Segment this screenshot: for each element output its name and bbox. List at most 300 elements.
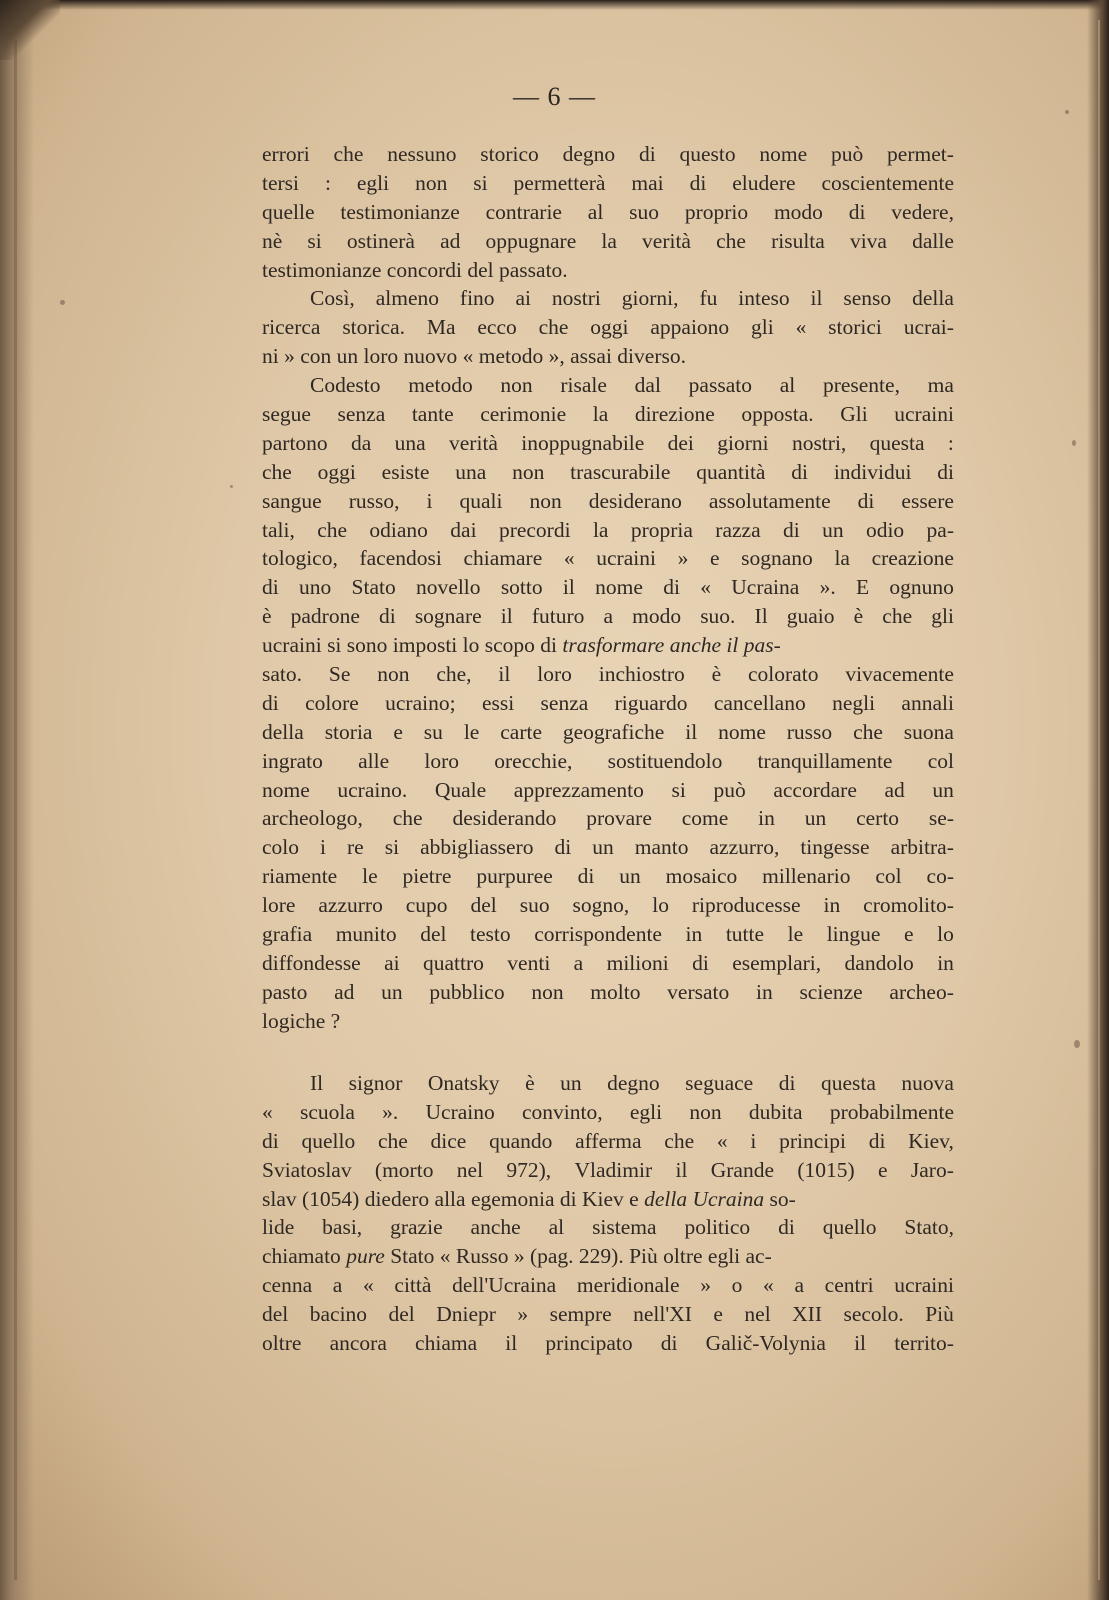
line-text bbox=[262, 804, 954, 833]
word: coscientemente bbox=[821, 170, 954, 195]
word: « bbox=[795, 315, 807, 340]
word: che bbox=[664, 1128, 695, 1153]
word: del bbox=[262, 1302, 289, 1327]
line-text bbox=[262, 1213, 954, 1242]
line-text: ni » con un loro nuovo « metodo », assai diverso. bbox=[262, 344, 686, 369]
word: geografiche bbox=[562, 719, 665, 744]
word: questo bbox=[679, 142, 736, 166]
line-text: testimonianze concordi del passato. bbox=[262, 257, 568, 282]
word: questa bbox=[820, 1071, 876, 1095]
word: non bbox=[500, 373, 533, 398]
line-text bbox=[262, 169, 954, 198]
word: una bbox=[394, 430, 426, 455]
word: ognuno bbox=[889, 575, 954, 600]
word: di bbox=[663, 575, 680, 600]
word: oggi bbox=[590, 315, 629, 340]
word: millenario bbox=[762, 864, 851, 889]
word: dice bbox=[430, 1128, 467, 1153]
word: sogno, bbox=[572, 893, 630, 918]
word: verità bbox=[449, 430, 498, 455]
word: Vladimir bbox=[574, 1157, 653, 1182]
word: negli bbox=[832, 690, 876, 715]
line-text bbox=[262, 429, 954, 458]
word: mosaico bbox=[665, 864, 738, 889]
word: provare bbox=[586, 806, 652, 831]
text-line bbox=[262, 776, 954, 805]
word: degno bbox=[562, 142, 616, 166]
word: razza bbox=[715, 517, 761, 542]
word: uno bbox=[299, 575, 332, 600]
word: centri bbox=[824, 1273, 874, 1298]
word: desiderano bbox=[588, 488, 682, 513]
word: che bbox=[853, 719, 883, 744]
word: sempre bbox=[549, 1302, 612, 1327]
word: a bbox=[603, 604, 614, 629]
word: odio bbox=[865, 517, 905, 542]
word: oggi bbox=[317, 459, 356, 484]
word: di bbox=[937, 459, 954, 484]
word: essi bbox=[481, 690, 515, 715]
word: precordi bbox=[498, 517, 571, 542]
word: nome bbox=[595, 575, 643, 600]
text-line bbox=[262, 516, 954, 545]
line-text-roman: so- bbox=[769, 1186, 796, 1211]
word: principi bbox=[779, 1128, 846, 1153]
word: riproducesse bbox=[691, 893, 801, 918]
line-text bbox=[262, 1242, 772, 1271]
word: « bbox=[262, 1099, 273, 1124]
word: di bbox=[857, 488, 875, 513]
text-line bbox=[262, 862, 954, 891]
line-text-roman: ucraini si sono imposti lo scopo di bbox=[262, 633, 558, 658]
line-text bbox=[262, 227, 954, 256]
word: dai bbox=[450, 517, 477, 542]
word: a bbox=[794, 1273, 804, 1298]
page-left-fold-line bbox=[14, 40, 17, 1580]
word: azzurro bbox=[318, 893, 383, 918]
line-text bbox=[262, 1300, 954, 1329]
line-text bbox=[262, 891, 954, 920]
word: nome bbox=[262, 777, 310, 802]
word: di bbox=[848, 199, 866, 224]
word: munito bbox=[335, 922, 397, 947]
line-text: logiche ? bbox=[262, 1008, 341, 1033]
word: grazie bbox=[390, 1215, 443, 1240]
line-text bbox=[262, 747, 954, 776]
word: le bbox=[362, 864, 378, 889]
text-line bbox=[262, 429, 954, 458]
word: nome bbox=[718, 719, 766, 744]
word: Quale bbox=[434, 777, 487, 802]
word: ricerca bbox=[262, 315, 321, 340]
italic-phrase: trasformare anche il pas- bbox=[562, 633, 781, 658]
word: risale bbox=[560, 373, 607, 398]
word: propria bbox=[630, 517, 693, 542]
word: quattro bbox=[423, 950, 484, 975]
word: ostinerà bbox=[346, 228, 415, 253]
page-top-shadow bbox=[0, 0, 1109, 10]
text-line bbox=[262, 747, 954, 776]
word: colore bbox=[305, 690, 359, 715]
line-text bbox=[262, 833, 954, 862]
word: meridionale bbox=[576, 1273, 680, 1298]
word: il bbox=[505, 1331, 518, 1356]
word: tali, bbox=[262, 517, 295, 542]
word: inteso bbox=[738, 286, 790, 311]
word: bacino bbox=[309, 1302, 368, 1327]
word: ai bbox=[384, 950, 400, 975]
word: quello bbox=[301, 1128, 356, 1153]
word: politico bbox=[684, 1215, 751, 1240]
word: è bbox=[525, 1071, 535, 1095]
word: nel bbox=[456, 1157, 484, 1182]
text-line bbox=[262, 313, 954, 342]
text-line bbox=[262, 804, 954, 833]
word: il bbox=[500, 604, 513, 629]
word: fu bbox=[699, 286, 718, 311]
word: XII bbox=[792, 1302, 822, 1327]
word: di bbox=[660, 1331, 678, 1356]
line-text bbox=[262, 776, 954, 805]
word: « bbox=[363, 1273, 374, 1298]
text-line bbox=[262, 169, 954, 198]
word: venti bbox=[507, 950, 551, 975]
word: signor bbox=[348, 1071, 403, 1095]
word: dal bbox=[634, 373, 661, 398]
word: colo bbox=[262, 835, 300, 860]
line-text-roman: Stato « Russo » (pag. 229). Più oltre egli ac- bbox=[390, 1244, 772, 1269]
word: città bbox=[394, 1273, 432, 1298]
word: modo bbox=[632, 604, 682, 629]
text-line bbox=[262, 227, 954, 256]
word: vivacemente bbox=[845, 662, 954, 687]
text-line bbox=[262, 833, 954, 862]
text-line bbox=[262, 342, 954, 371]
word: che bbox=[716, 228, 746, 253]
word: fino bbox=[459, 286, 495, 311]
text-line bbox=[262, 371, 954, 400]
line-text bbox=[262, 1185, 796, 1214]
word: eludere bbox=[732, 170, 796, 195]
word: partono bbox=[262, 430, 328, 455]
word: « bbox=[763, 1273, 774, 1298]
word: futuro bbox=[531, 604, 585, 629]
word: che bbox=[538, 315, 569, 340]
word: viva bbox=[849, 228, 887, 253]
word: lore bbox=[262, 893, 296, 918]
word: opposta. bbox=[741, 402, 814, 427]
word: e bbox=[709, 546, 720, 571]
word: padrone bbox=[290, 604, 360, 629]
word: colorato bbox=[748, 662, 819, 687]
word: sognano bbox=[741, 546, 813, 571]
word: non bbox=[689, 1099, 722, 1124]
word: Stato bbox=[351, 575, 396, 600]
word: ai bbox=[515, 286, 531, 311]
word: contrarie bbox=[485, 199, 562, 224]
line-text bbox=[262, 1271, 954, 1300]
word: co- bbox=[926, 864, 954, 889]
word: alle bbox=[358, 748, 390, 773]
text-line bbox=[262, 256, 954, 285]
word: Jaro- bbox=[910, 1157, 954, 1182]
word: ad bbox=[440, 228, 461, 253]
word: suo bbox=[519, 893, 550, 918]
word: senza bbox=[337, 402, 386, 427]
line-text-roman: chiamato bbox=[262, 1244, 341, 1269]
word: abbigliassero bbox=[420, 835, 534, 860]
word: in bbox=[758, 806, 775, 831]
word: lo bbox=[652, 893, 669, 918]
word: gli bbox=[751, 315, 774, 340]
word: al bbox=[779, 373, 796, 398]
word: sistema bbox=[592, 1215, 657, 1240]
word: versato bbox=[667, 979, 730, 1004]
word: E bbox=[856, 575, 870, 600]
text-line bbox=[262, 1069, 954, 1098]
word: diffondesse bbox=[262, 950, 361, 975]
word: Il bbox=[310, 1071, 324, 1095]
word: storico bbox=[480, 142, 539, 166]
line-text bbox=[262, 660, 954, 689]
word: testo bbox=[470, 922, 511, 947]
word: a bbox=[573, 950, 584, 975]
word: ucrai- bbox=[903, 315, 954, 340]
word: di bbox=[778, 1071, 796, 1095]
word: essere bbox=[901, 488, 954, 513]
word: di bbox=[262, 1128, 279, 1153]
word: Ucraina bbox=[731, 575, 800, 600]
word: assolutamente bbox=[708, 488, 831, 513]
word: orecchie, bbox=[494, 748, 573, 773]
page-right-edge-line bbox=[1098, 20, 1100, 1580]
word: » bbox=[700, 1273, 711, 1298]
line-text bbox=[262, 516, 954, 545]
word: facendosi bbox=[359, 546, 442, 571]
text-line bbox=[262, 400, 954, 429]
word: suona bbox=[903, 719, 954, 744]
word: archeo- bbox=[889, 979, 954, 1004]
word: riamente bbox=[262, 864, 338, 889]
word: un bbox=[592, 835, 614, 860]
word: basi, bbox=[322, 1215, 363, 1240]
line-text bbox=[262, 1156, 954, 1185]
line-text bbox=[262, 602, 954, 631]
word: quando bbox=[489, 1128, 553, 1153]
body-paragraphs-1 bbox=[262, 140, 954, 1036]
line-text bbox=[310, 1069, 954, 1098]
word: « bbox=[700, 575, 711, 600]
word: storica. bbox=[342, 315, 405, 340]
word: lo bbox=[937, 922, 954, 947]
word: errori bbox=[262, 142, 310, 166]
word: il bbox=[562, 575, 575, 600]
line-text bbox=[262, 544, 954, 573]
word: un bbox=[381, 979, 403, 1004]
text-line bbox=[262, 1213, 954, 1242]
line-text bbox=[262, 1127, 954, 1156]
text-line bbox=[262, 891, 954, 920]
word: col bbox=[875, 864, 902, 889]
word: convinto, bbox=[522, 1099, 603, 1124]
word: Stato, bbox=[904, 1215, 954, 1240]
word: Ma bbox=[426, 315, 456, 340]
word: un bbox=[804, 806, 827, 831]
word: la bbox=[592, 517, 609, 542]
text-line bbox=[262, 487, 954, 516]
word: può bbox=[713, 777, 746, 802]
word: al bbox=[548, 1215, 565, 1240]
word: permet- bbox=[887, 142, 954, 166]
word: loro bbox=[424, 748, 460, 773]
word: e bbox=[904, 922, 914, 947]
word: si bbox=[307, 228, 322, 253]
text-line bbox=[262, 602, 954, 631]
word: quali bbox=[459, 488, 503, 513]
word: in bbox=[755, 979, 773, 1004]
word: Dniepr bbox=[436, 1302, 496, 1327]
word: milioni bbox=[606, 950, 669, 975]
word: su bbox=[423, 719, 443, 744]
word: mai bbox=[631, 170, 664, 195]
text-line bbox=[262, 544, 954, 573]
word: egli bbox=[356, 170, 390, 195]
word: pa- bbox=[926, 517, 954, 542]
line-text bbox=[262, 718, 954, 747]
word: annali bbox=[901, 690, 954, 715]
word: sangue bbox=[262, 488, 322, 513]
word: del bbox=[388, 1302, 415, 1327]
word: un bbox=[822, 517, 844, 542]
line-text bbox=[262, 458, 954, 487]
word: guaio bbox=[786, 604, 835, 629]
word: è bbox=[262, 604, 272, 629]
word: lide bbox=[262, 1215, 295, 1240]
word: una bbox=[455, 459, 487, 484]
word: » bbox=[677, 546, 689, 571]
word: presente, bbox=[822, 373, 900, 398]
word: Ucraino bbox=[425, 1099, 495, 1124]
word: Grande bbox=[710, 1157, 775, 1182]
line-text bbox=[262, 198, 954, 227]
word: senza bbox=[540, 690, 589, 715]
word: scuola bbox=[299, 1099, 355, 1124]
word: (morto bbox=[374, 1157, 434, 1182]
text-line bbox=[262, 1185, 954, 1214]
word: Onatsky bbox=[427, 1071, 500, 1095]
word: grafia bbox=[262, 922, 313, 947]
word: che, bbox=[436, 662, 472, 687]
word: di bbox=[262, 690, 279, 715]
word: loro bbox=[537, 662, 572, 687]
word: creazione bbox=[871, 546, 954, 571]
word: Codesto bbox=[310, 373, 381, 398]
word: nè bbox=[262, 228, 283, 253]
body-paragraphs-2 bbox=[262, 1069, 954, 1358]
word: nessuno bbox=[387, 142, 457, 166]
text-line bbox=[262, 718, 954, 747]
word: ad bbox=[884, 777, 905, 802]
word: della bbox=[912, 286, 954, 311]
word: afferma bbox=[575, 1128, 642, 1153]
word: ». bbox=[382, 1099, 399, 1124]
word: « bbox=[716, 1128, 728, 1153]
word: tante bbox=[411, 402, 454, 427]
word: si bbox=[384, 835, 400, 860]
word: un bbox=[932, 777, 954, 802]
line-text bbox=[262, 689, 954, 718]
paper-spot bbox=[1074, 1040, 1080, 1048]
line-text bbox=[262, 573, 954, 602]
word: ucraini bbox=[596, 546, 656, 571]
word: suo. bbox=[700, 604, 736, 629]
text-line bbox=[262, 920, 954, 949]
word: che bbox=[333, 142, 364, 166]
word: del bbox=[470, 893, 497, 918]
word: al bbox=[587, 199, 604, 224]
word: anche bbox=[470, 1215, 521, 1240]
word: le bbox=[787, 922, 804, 947]
page-corner-fold bbox=[0, 0, 60, 60]
word: inchiostro bbox=[598, 662, 685, 687]
word: chiamare bbox=[463, 546, 543, 571]
word: il bbox=[854, 1331, 867, 1356]
text-line bbox=[262, 1329, 954, 1358]
word: trascurabile bbox=[570, 459, 671, 484]
word: nell'XI bbox=[633, 1302, 692, 1327]
word: si bbox=[671, 777, 686, 802]
word: passato bbox=[688, 373, 752, 398]
word: « bbox=[563, 546, 575, 571]
word: che bbox=[262, 459, 292, 484]
word: cromolito- bbox=[863, 893, 954, 918]
word: Più bbox=[925, 1302, 954, 1327]
word: seguace bbox=[685, 1071, 754, 1095]
line-text bbox=[262, 313, 954, 342]
word: a bbox=[332, 1273, 343, 1298]
word: un bbox=[560, 1071, 582, 1095]
text-line bbox=[262, 1242, 954, 1271]
word: pubblico bbox=[429, 979, 505, 1004]
word: Kiev, bbox=[908, 1128, 954, 1153]
text-line bbox=[262, 949, 954, 978]
word: probabilmente bbox=[829, 1099, 954, 1124]
word: ancora bbox=[329, 1331, 387, 1356]
page-number: — 6 — bbox=[513, 82, 596, 111]
line-text bbox=[262, 920, 954, 949]
word: cupo bbox=[405, 893, 448, 918]
word: lingue bbox=[826, 922, 881, 947]
word: il bbox=[810, 286, 823, 311]
word: di bbox=[554, 835, 572, 860]
word: il bbox=[498, 662, 511, 687]
word: in bbox=[937, 950, 954, 975]
word: non bbox=[512, 459, 545, 484]
line-text bbox=[262, 487, 954, 516]
word: di bbox=[782, 517, 800, 542]
line-text bbox=[310, 284, 954, 313]
word: odiano bbox=[369, 517, 428, 542]
word: può bbox=[830, 142, 864, 166]
word: desiderando bbox=[452, 806, 557, 831]
text-line bbox=[262, 1300, 954, 1329]
text-line bbox=[262, 198, 954, 227]
word: individui bbox=[833, 459, 912, 484]
italic-phrase: della Ucraina bbox=[644, 1186, 765, 1211]
word: Così, bbox=[310, 286, 355, 311]
word: le bbox=[463, 719, 480, 744]
word: segue bbox=[262, 402, 311, 427]
